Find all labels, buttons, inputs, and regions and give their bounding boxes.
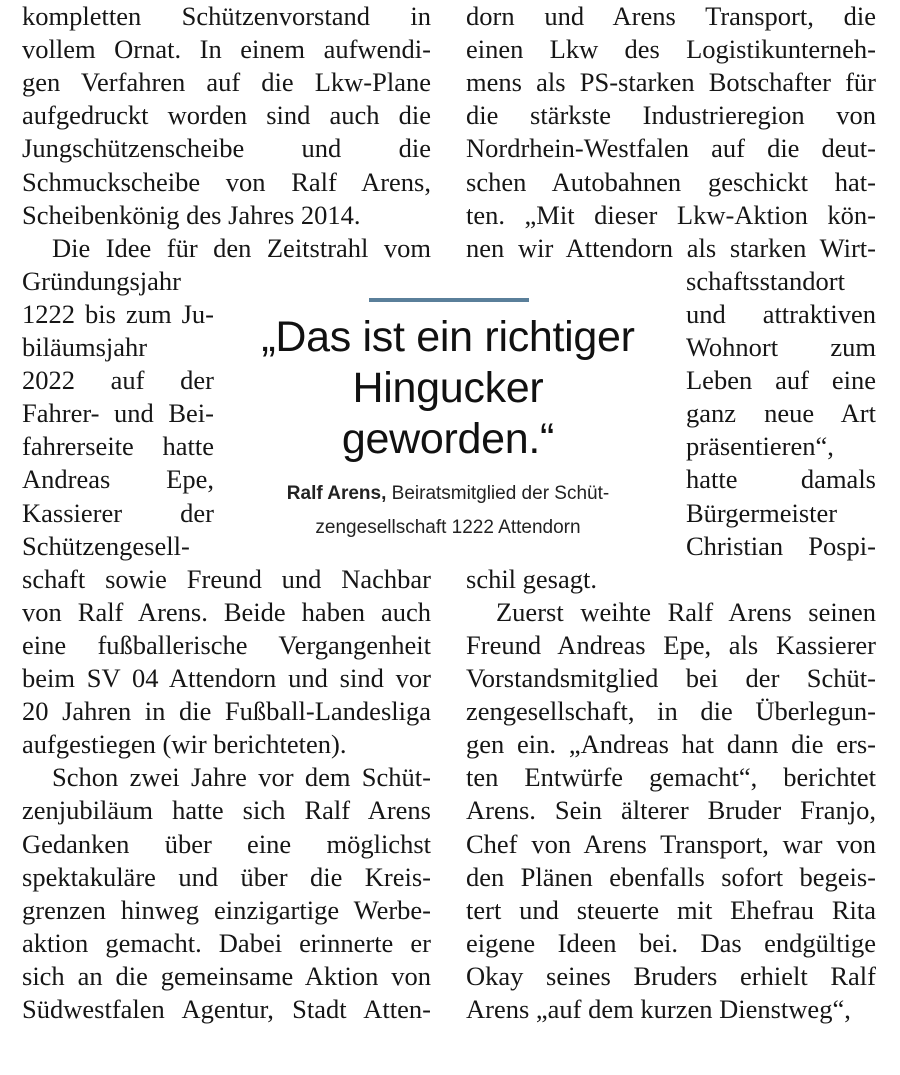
text-line: Fahrer- und Bei-	[22, 398, 214, 429]
pull-quote-role-line-2: zengesellschaft 1222 Attendorn	[315, 517, 581, 538]
text-line: ten Entwürfe gemacht“, berichtet	[466, 762, 876, 793]
text-line: beim SV 04 Attendorn und sind vor	[22, 663, 431, 693]
text-line: Schützengesell-	[22, 530, 190, 561]
text-line: Gedanken über eine möglichst	[22, 828, 431, 859]
text-line: Arens. Sein älterer Bruder Franjo,	[466, 795, 876, 826]
text-line: schaft sowie Freund und Nachbar	[22, 563, 431, 594]
text-line: und attraktiven	[686, 298, 876, 329]
text-line: schen Autobahnen geschickt hat-	[466, 166, 876, 197]
text-line: fahrerseite hatte	[22, 431, 214, 462]
text-line: von Ralf Arens. Beide haben auch	[22, 596, 431, 627]
text-line: Scheibenkönig des Jahres 2014.	[22, 199, 361, 230]
text-line: aktion gemacht. Dabei erinnerte er	[22, 927, 431, 958]
text-line: vollem Ornat. In einem aufwendi-	[22, 34, 431, 65]
text-line: Zuerst weihte Ralf Arens seinen	[496, 596, 876, 627]
text-line: spektakuläre und über die Kreis-	[22, 861, 431, 892]
text-line: Schon zwei Jahre vor dem Schüt-	[52, 762, 431, 793]
text-line: Kassierer der	[22, 497, 214, 528]
pull-quote	[228, 312, 668, 465]
text-line: 1222 bis zum Ju-	[22, 298, 214, 329]
text-line: Freund Andreas Epe, als Kassierer	[466, 629, 876, 660]
pull-quote-line-2: Hingucker	[352, 364, 544, 412]
text-line: aufgestiegen (wir berichteten).	[22, 729, 347, 760]
text-line: ten. „Mit dieser Lkw-Aktion kön-	[466, 199, 876, 230]
pull-quote-line-1: „Das ist ein richtiger	[261, 313, 635, 361]
text-line: mens als PS-starken Botschafter für	[466, 67, 876, 98]
text-line: gen ein. „Andreas hat dann die ers-	[466, 729, 876, 760]
pull-quote-rule	[369, 298, 529, 302]
text-line: tert und steuerte mit Ehefrau Rita	[466, 894, 876, 925]
text-line: zenjubiläum hatte sich Ralf Arens	[22, 795, 431, 826]
text-line: biläumsjahr	[22, 332, 148, 362]
text-line: Okay seines Bruders erhielt Ralf	[466, 960, 876, 991]
text-line: nen wir Attendorn als starken Wirt-	[466, 232, 876, 263]
text-line: sich an die gemeinsame Aktion von	[22, 960, 431, 991]
text-line: Schmuckscheibe von Ralf Arens,	[22, 166, 431, 197]
text-line: ganz neue Art	[686, 398, 876, 429]
text-line: Die Idee für den Zeitstrahl vom	[52, 232, 431, 263]
text-line: eigene Ideen bei. Das endgültige	[466, 927, 876, 958]
text-line: schaftsstandort	[686, 265, 845, 296]
text-line: grenzen hinweg einzigartige Werbe-	[22, 894, 431, 925]
pull-quote-role-line-1: Beiratsmitglied der Schüt-	[391, 483, 610, 504]
text-line: hatte damals	[686, 464, 876, 495]
text-line: aufgedruckt worden sind auch die	[22, 100, 431, 131]
text-line: den Plänen ebenfalls sofort begeis-	[466, 861, 876, 892]
text-line: Christian Pospi-	[686, 530, 876, 561]
text-line: einen Lkw des Logistikunterneh-	[466, 34, 876, 65]
text-line: Vorstandsmitglied bei der Schüt-	[466, 663, 876, 693]
text-line: die stärkste Industrieregion von	[466, 100, 876, 131]
text-line: 20 Jahren in die Fußball-Landesliga	[22, 696, 431, 727]
text-line: eine fußballerische Vergangenheit	[22, 629, 431, 660]
text-line: dorn und Arens Transport, die	[466, 1, 876, 31]
text-line: Gründungsjahr	[22, 265, 181, 296]
text-line: präsentieren“,	[686, 431, 834, 462]
text-line: Jungschützenscheibe und die	[22, 133, 431, 164]
text-line: schil gesagt.	[466, 563, 597, 594]
text-line: Arens „auf dem kurzen Dienstweg“,	[466, 994, 851, 1024]
text-line: Chef von Arens Transport, war von	[466, 828, 876, 859]
text-line: Bürgermeister	[686, 497, 838, 528]
text-line: 2022 auf der	[22, 365, 214, 396]
text-line: kompletten Schützenvorstand in	[22, 1, 431, 31]
text-line: Leben auf eine	[686, 365, 876, 396]
text-line: Andreas Epe,	[22, 464, 214, 495]
text-line: Wohnort zum	[686, 332, 876, 362]
text-line: gen Verfahren auf die Lkw-Plane	[22, 67, 431, 98]
pull-quote-attribution	[222, 477, 674, 545]
text-line: Südwestfalen Agentur, Stadt Atten-	[22, 994, 431, 1024]
text-line: zengesellschaft, in die Überlegun-	[466, 696, 876, 727]
pull-quote-line-3: geworden.“	[341, 415, 555, 463]
text-line: Nordrhein-Westfalen auf die deut-	[466, 133, 876, 164]
pull-quote-author: Ralf Arens,	[286, 483, 387, 504]
